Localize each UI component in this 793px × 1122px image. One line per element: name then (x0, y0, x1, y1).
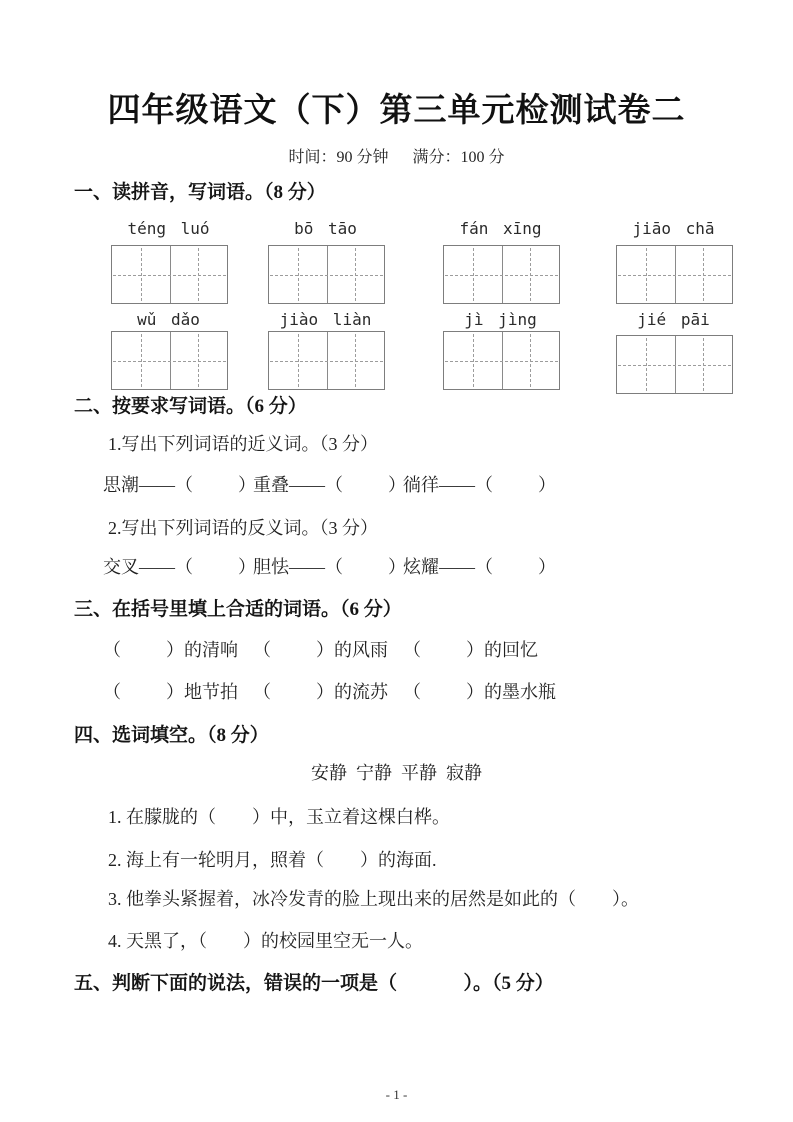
synonyms-row (103, 471, 556, 497)
section-4-heading: 四、选词填空。（8 分） (74, 725, 269, 746)
synonym-blank-3: 徜徉——（ ） (403, 475, 556, 495)
synonym-blank-1: 思潮——（ ） (103, 475, 256, 495)
pinyin-label: jié pāi (637, 310, 710, 329)
section-2-heading: 二、按要求写词语。（6 分） (74, 396, 307, 417)
writing-grid[interactable] (111, 331, 228, 390)
writing-grid[interactable] (443, 331, 560, 390)
section-2-subitem-2: 2.写出下列词语的反义词。（3 分） (108, 518, 378, 538)
exam-meta: 时间：90 分钟 满分：100 分 (288, 149, 505, 166)
synonym-blank-2: 重叠——（ ） (253, 475, 406, 495)
antonym-blank-1: 交叉——（ ） (103, 557, 256, 577)
phrase-blank-4: （ ）地节拍 (103, 682, 238, 702)
pinyin-label: bō tāo (294, 219, 357, 238)
fill-phrase-row-2 (103, 678, 556, 704)
antonym-blank-3: 炫耀——（ ） (403, 557, 556, 577)
pinyin-label: téng luó (127, 219, 210, 238)
phrase-blank-2: （ ）的风雨 (253, 640, 388, 660)
fill-sentence-1: 1. 在朦胧的（ ）中，玉立着这棵白桦。 (108, 807, 450, 827)
writing-grid[interactable] (111, 245, 228, 304)
pinyin-label: wǔ dǎo (137, 310, 200, 329)
writing-grid[interactable] (616, 335, 733, 394)
section-1-heading: 一、读拼音，写词语。（8 分） (74, 182, 326, 203)
exam-title: 四年级语文（下）第三单元检测试卷二 (107, 93, 686, 129)
pinyin-label: jì jìng (464, 310, 537, 329)
page-number: - 1 - (385, 1087, 408, 1102)
phrase-blank-1: （ ）的清响 (103, 640, 238, 660)
writing-grid[interactable] (268, 245, 385, 304)
word-bank: 安静 宁静 平静 寂静 (311, 763, 482, 783)
fill-sentence-4: 4. 天黑了，（ ）的校园里空无一人。 (108, 931, 423, 951)
pinyin-label: jiāo chā (632, 219, 715, 238)
section-5-heading: 五、判断下面的说法，错误的一项是（ ）。（5 分） (74, 973, 554, 994)
writing-grid[interactable] (268, 331, 385, 390)
section-3-heading: 三、在括号里填上合适的词语。（6 分） (74, 599, 402, 620)
phrase-blank-5: （ ）的流苏 (253, 682, 388, 702)
phrase-blank-6: （ ）的墨水瓶 (403, 682, 556, 702)
phrase-blank-3: （ ）的回忆 (403, 640, 538, 660)
pinyin-label: fán xīng (459, 219, 542, 238)
antonyms-row (103, 553, 556, 579)
fill-sentence-2: 2. 海上有一轮明月，照着（ ）的海面. (108, 850, 437, 870)
fill-sentence-3: 3. 他拳头紧握着，冰冷发青的脸上现出来的居然是如此的（ ）。 (108, 889, 639, 909)
antonym-blank-2: 胆怯——（ ） (253, 557, 406, 577)
section-2-subitem-1: 1.写出下列词语的近义词。（3 分） (108, 434, 378, 454)
fill-phrase-row-1 (103, 636, 538, 662)
pinyin-label: jiào liàn (279, 310, 372, 329)
writing-grid[interactable] (616, 245, 733, 304)
writing-grid[interactable] (443, 245, 560, 304)
